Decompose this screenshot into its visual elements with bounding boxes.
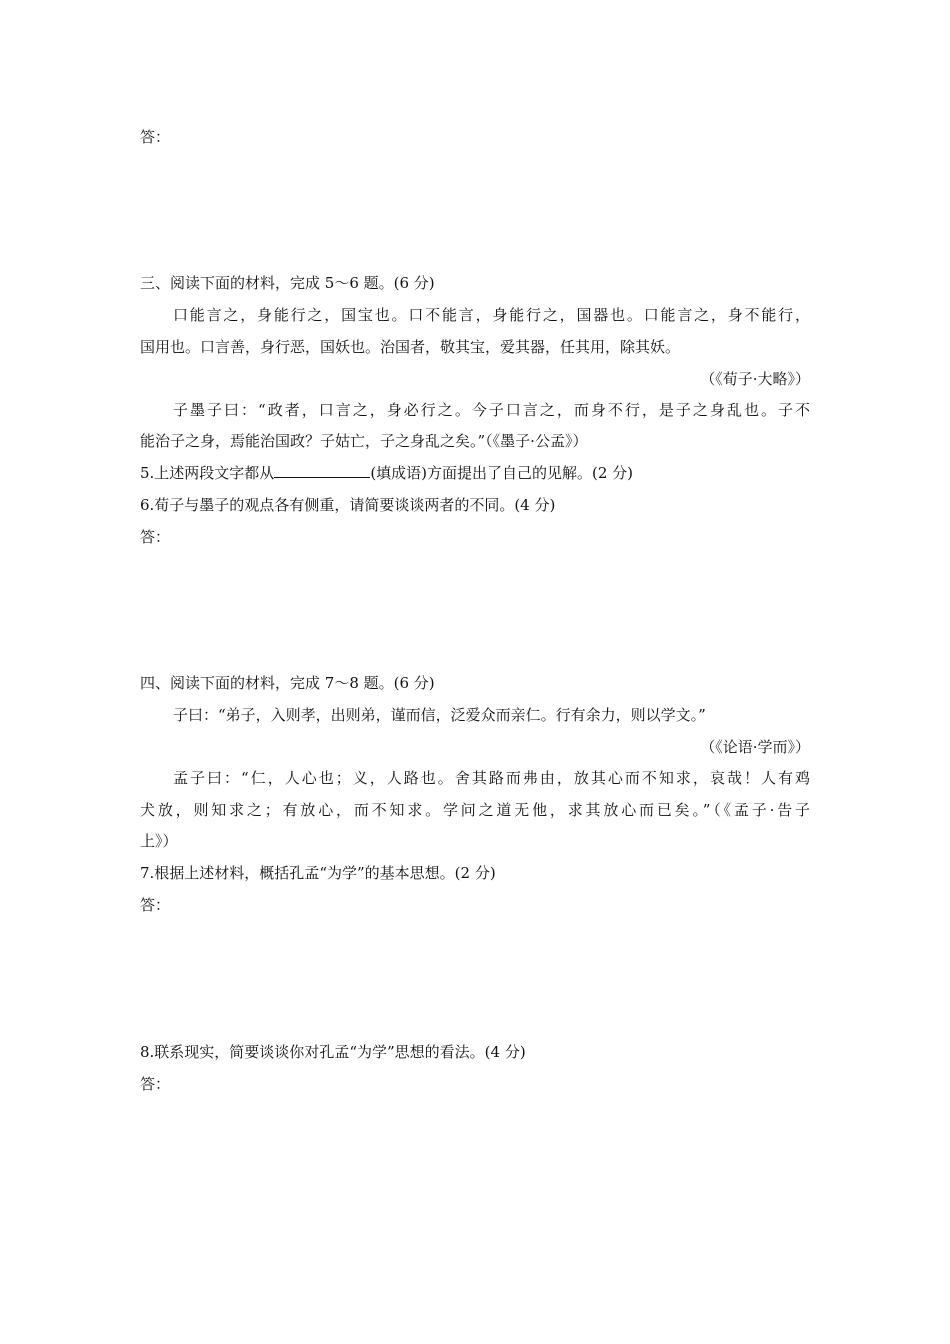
- section3-passage2-line1: 子墨子曰：“政者，口言之，身必行之。今子口言之，而身不行，是子之身乱也。子不: [173, 401, 810, 419]
- section3-heading: 三、阅读下面的材料，完成 5～6 题。(6 分): [140, 274, 435, 292]
- question-7: 7.根据上述材料，概括孔孟“为学”的基本思想。(2 分): [140, 864, 496, 882]
- section3-passage1-source: （《荀子·大略》）: [700, 370, 810, 388]
- section4-passage2-line3: 上》）: [140, 832, 178, 850]
- section4-passage1-line1: 子曰：“弟子，入则孝，出则弟，谨而信，泛爱众而亲仁。行有余力，则以学文。”: [173, 706, 706, 724]
- section3-passage2-line2: 能治子之身，焉能治国政？子姑亡，子之身乱之矣。”（《墨子·公孟》）: [140, 432, 588, 450]
- question-5-blank[interactable]: [274, 463, 370, 478]
- question-5-text-after: (填成语)方面提出了自己的见解。(2 分): [370, 464, 634, 482]
- question-8: 8.联系现实，简要谈谈你对孔孟“为学”思想的看法。(4 分): [140, 1043, 526, 1061]
- question-5-text-before: 5.上述两段文字都从: [140, 464, 275, 482]
- question-8-answer-label: 答：: [140, 1075, 171, 1093]
- section4-passage2-line1: 孟子曰：“仁，人心也；义，人路也。舍其路而弗由，放其心而不知求，哀哉！人有鸡: [173, 769, 810, 787]
- section4-heading: 四、阅读下面的材料，完成 7～8 题。(6 分): [140, 674, 435, 692]
- section3-passage1-line2: 国用也。口言善，身行恶，国妖也。治国者，敬其宝，爱其器，任其用，除其妖。: [140, 338, 681, 356]
- answer-label-top: 答：: [140, 128, 171, 146]
- question-5: [140, 463, 810, 483]
- question-7-answer-label: 答：: [140, 896, 171, 914]
- section4-passage2-line2: 犬放，则知求之；有放心，而不知求。学问之道无他，求其放心而已矣。”（《孟子·告子: [140, 801, 810, 819]
- question-6-answer-label: 答：: [140, 528, 171, 546]
- section4-passage1-source: （《论语·学而》）: [700, 738, 810, 756]
- section3-passage1-line1: 口能言之，身能行之，国宝也。口不能言，身能行之，国器也。口能言之，身不能行，: [173, 306, 810, 324]
- question-6: 6.荀子与墨子的观点各有侧重，请简要谈谈两者的不同。(4 分): [140, 496, 556, 514]
